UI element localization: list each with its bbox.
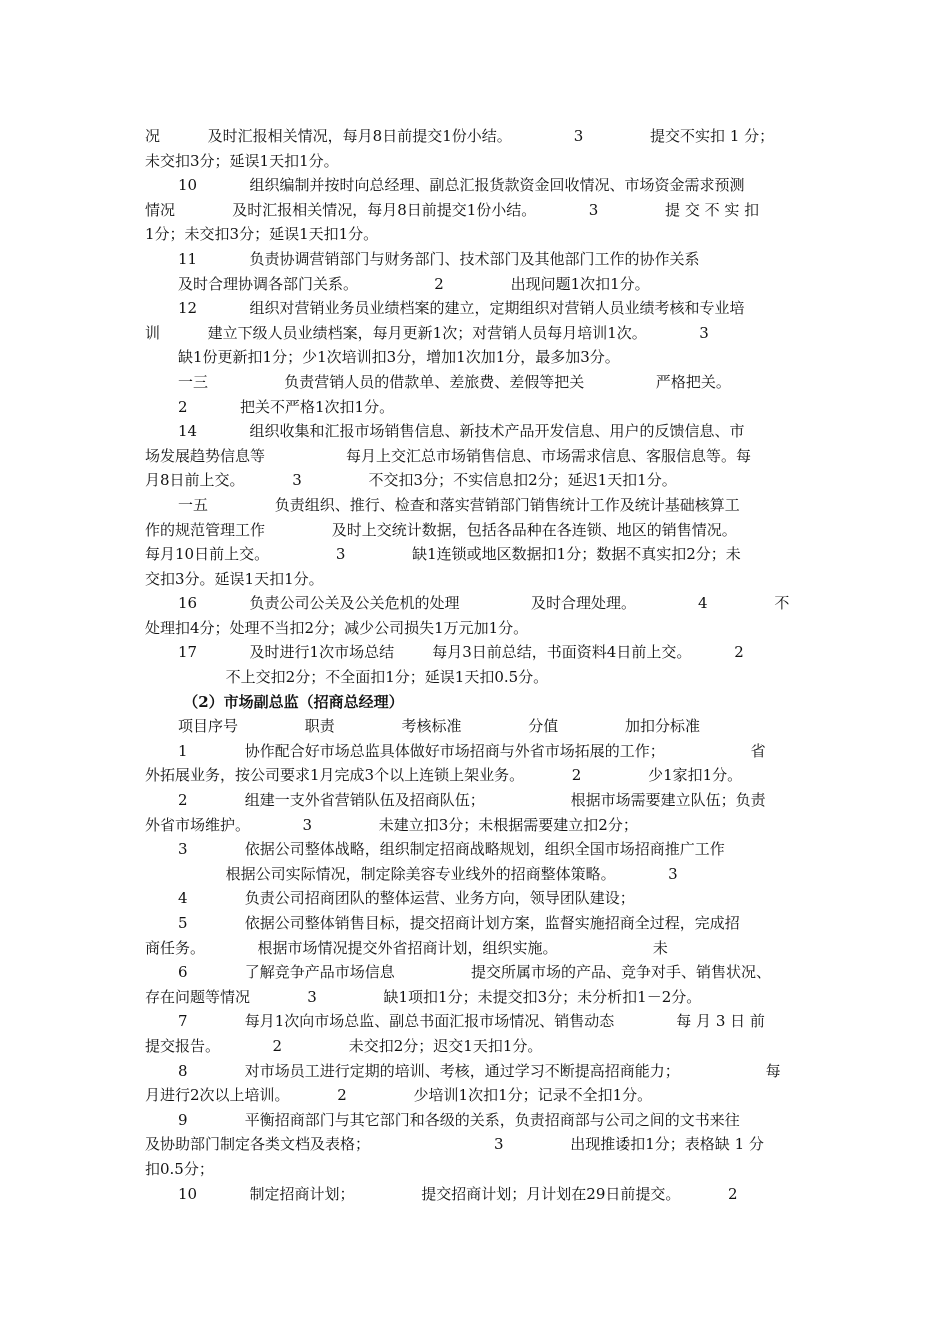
text-line: 9 平衡招商部门与其它部门和各级的关系，负责招商部与公司之间的文书来往 (178, 1110, 740, 1129)
text-line: 月8日前上交。 3 不交扣3分；不实信息扣2分；延迟1天扣1分。 (145, 471, 677, 490)
text-line: 项目序号 职责 考核标准 分值 加扣分标准 (178, 717, 701, 736)
text-line: 提交报告。 2 未交扣2分；迟交1天扣1分。 (145, 1036, 543, 1055)
text-line: 一五 负责组织、推行、检查和落实营销部门销售统计工作及统计基础核算工 (178, 495, 740, 514)
text-line: 6 了解竞争产品市场信息 提交所属市场的产品、竞争对手、销售状况、 (178, 963, 772, 982)
text-line: 11 负责协调营销部门与财务部门、技术部门及其他部门工作的协作关系 (178, 249, 700, 268)
text-line: 5 依据公司整体销售目标，提交招商计划方案，监督实施招商全过程，完成招 (178, 914, 740, 932)
text-line: 7 每月1次向市场总监、副总书面汇报市场情况、销售动态 每 月 3 日 前 (178, 1012, 765, 1031)
text-line: 16 负责公司公关及公关危机的处理 及时合理处理。 4 不 (178, 594, 790, 613)
text-line: 17 及时进行1次市场总结 每月3日前总结，书面资料4日前上交。 2 (178, 643, 744, 662)
text-line: 存在问题等情况 3 缺1项扣1分；未提交扣3分；未分析扣1－2分。 (145, 987, 702, 1006)
text-line: 作的规范管理工作 及时上交统计数据，包括各品种在各连锁、地区的销售情况。 (145, 520, 737, 539)
text-line: 1 协作配合好市场总监具体做好市场招商与外省市场拓展的工作； 省 (178, 741, 766, 760)
text-line: 10 制定招商计划； 提交招商计划；月计划在29日前提交。 2 (178, 1184, 738, 1203)
text-line: 12 组织对营销业务员业绩档案的建立，定期组织对营销人员业绩考核和专业培 (178, 299, 745, 318)
text-line: 根据公司实际情况，制定除美容专业线外的招商整体策略。 3 (178, 864, 678, 883)
text-line: 月进行2次以上培训。 2 少培训1次扣1分；记录不全扣1分。 (145, 1086, 653, 1105)
document-body (145, 124, 815, 1206)
section-heading: （2）市场副总监（招商总经理） (178, 692, 404, 711)
text-line: 况 及时汇报相关情况，每月8日前提交1份小结。 3 提交不实扣 1 分； (145, 127, 775, 145)
text-line: 扣0.5分； (145, 1159, 214, 1178)
text-line: 外省市场维护。 3 未建立扣3分；未根据需要建立扣2分； (145, 815, 638, 834)
text-line: 4 负责公司招商团队的整体运营、业务方向，领导团队建设； (178, 889, 635, 908)
text-line: 处理扣4分；处理不当扣2分；减少公司损失1万元加1分。 (145, 618, 529, 637)
text-line: 2 组建一支外省营销队伍及招商队伍； 根据市场需要建立队伍；负责 (178, 791, 766, 810)
text-line: 场发展趋势信息等 每月上交汇总市场销售信息、市场需求信息、客服信息等。每 (145, 446, 752, 465)
text-line: 及时合理协调各部门关系。 2 出现问题1次扣1分。 (178, 274, 650, 293)
text-line: 2 把关不严格1次扣1分。 (178, 397, 395, 416)
text-line: 交扣3分。延误1天扣1分。 (145, 569, 324, 588)
text-line: 一三 负责营销人员的借款单、差旅费、差假等把关 严格把关。 (178, 372, 731, 391)
text-line: 情况 及时汇报相关情况，每月8日前提交1份小结。 3 提 交 不 实 扣 (145, 200, 760, 219)
text-line: 不上交扣2分；不全面扣1分；延误1天扣0.5分。 (178, 668, 549, 687)
text-line: 1分；未交扣3分；延误1天扣1分。 (145, 225, 379, 244)
text-line: 商任务。 根据市场情况提交外省招商计划，组织实施。 未 (145, 938, 668, 957)
text-line: 及协助部门制定各类文档及表格； 3 出现推诿扣1分；表格缺 1 分 (145, 1135, 764, 1154)
text-line: 外拓展业务，按公司要求1月完成3个以上连锁上架业务。 2 少1家扣1分。 (145, 766, 743, 785)
text-line: 10 组织编制并按时向总经理、副总汇报货款资金回收情况、市场资金需求预测 (178, 176, 745, 195)
text-line: 8 对市场员工进行定期的培训、考核，通过学习不断提高招商能力； 每 (178, 1061, 781, 1080)
text-line: 缺1份更新扣1分；少1次培训扣3分，增加1次加1分，最多加3分。 (178, 348, 620, 367)
text-line: 3 依据公司整体战略，组织制定招商战略规划，组织全国市场招商推广工作 (178, 840, 725, 859)
text-line: 每月10日前上交。 3 缺1连锁或地区数据扣1分；数据不真实扣2分；未 (145, 545, 741, 564)
text-line: 未交扣3分；延误1天扣1分。 (145, 151, 339, 170)
text-line: 训 建立下级人员业绩档案，每月更新1次；对营销人员每月培训1次。 3 (145, 323, 709, 342)
text-line: 14 组织收集和汇报市场销售信息、新技术产品开发信息、用户的反馈信息、市 (178, 422, 745, 441)
